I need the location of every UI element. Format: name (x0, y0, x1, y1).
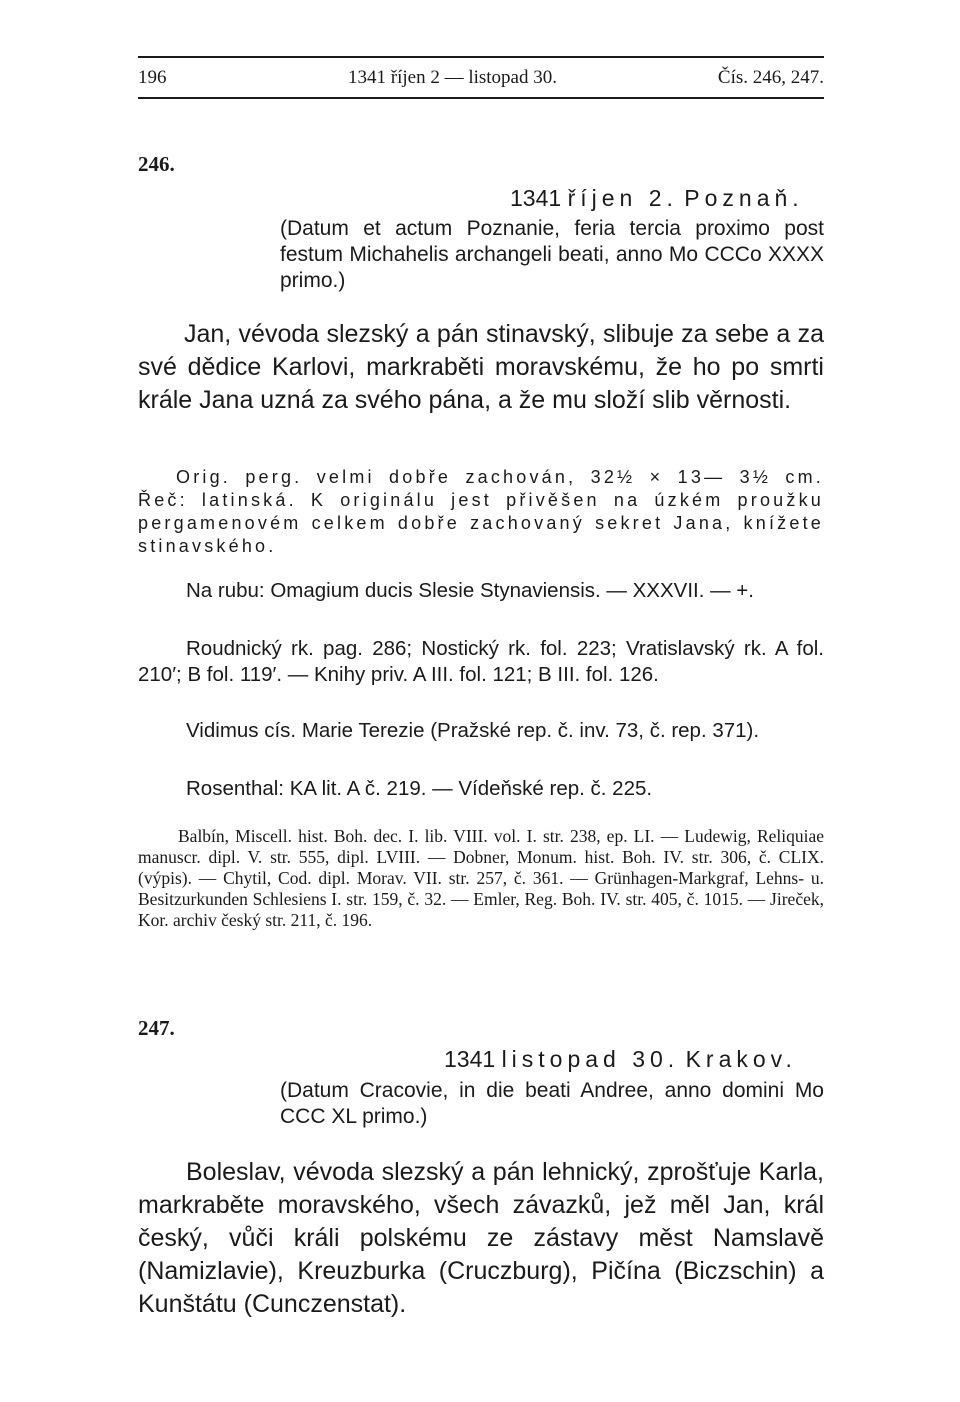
dateline-year: 1341 (510, 185, 562, 211)
dateline-month-day: říjen 2. (567, 185, 678, 211)
dateline-month-day: listopad 30. (501, 1046, 680, 1072)
header-date-range: 1341 říjen 2 — listopad 30. (348, 67, 557, 88)
dateline-247 (444, 1044, 797, 1074)
note-vidimus: Vidimus cís. Marie Terezie (Pražské rep. č. inv. 73, č. rep. 371). (186, 719, 760, 742)
running-header (138, 64, 824, 92)
original-description-246: Orig. perg. velmi dobře zachován, 32½ × 13— 3½ cm. Řeč: latinská. K originálu jest přivěšen na úzkém proužku pergamenovém celkem dobře zachovaný sekret Jana, knížete stinavského. (138, 467, 824, 556)
dateline-place: Krakov. (685, 1046, 797, 1072)
document-page (138, 0, 824, 1402)
latin-dating-246: (Datum et actum Poznanie, feria tercia proximo post festum Michahelis archangeli beati, anno Mo CCCo XXXX primo.) (280, 217, 824, 292)
note-copies: Roudnický rk. pag. 286; Nostický rk. fol. 223; Vratislavský rk. A fol. 210′; B fol. 119′. — Knihy priv. A III. fol. 121; B III. fol. 126. (138, 637, 824, 686)
header-document-numbers: Čís. 246, 247. (717, 67, 824, 88)
document-number-246: 246. (138, 152, 175, 176)
literature-246: Balbín, Miscell. hist. Boh. dec. I. lib. VIII. vol. I. str. 238, ep. LI. — Ludewig, Reliquiae manuscr. dipl. V. str. 555, dipl. LVIII. — Dobner, Monum. hist. Boh. IV. str. 306, č. CLIX. (výpis). — Chytil, Cod. dipl. Morav. VII. str. 257, č. 361. — Grünhagen-Markgraf, Lehns- u. Besitzurkunden Schlesiens I. str. 159, č. 32. — Emler, Reg. Boh. IV. str. 405, č. 1015. — Jireček, Kor. archiv český str. 211, č. 196. (138, 826, 824, 930)
header-rule-top (138, 56, 824, 58)
header-rule-bottom (138, 97, 824, 99)
latin-dating-247: (Datum Cracovie, in die beati Andree, anno domini Mo CCC XL primo.) (280, 1079, 824, 1128)
dateline-place: Poznaň. (684, 185, 804, 211)
dateline-246 (510, 183, 804, 213)
dateline-year: 1341 (444, 1046, 496, 1072)
regest-246: Jan, vévoda slezský a pán stinavský, slibuje za sebe a za své dědice Karlovi, markraběti moravskému, že ho po smrti krále Jana uzná za svého pána, a že mu složí slib věrnosti. (138, 320, 824, 414)
page-number: 196 (138, 67, 167, 88)
note-dorsal: Na rubu: Omagium ducis Slesie Stynaviensis. — XXXVII. — +. (186, 579, 754, 602)
note-repertories: Rosenthal: KA lit. A č. 219. — Vídeňské rep. č. 225. (186, 777, 653, 800)
document-number-247: 247. (138, 1016, 175, 1040)
regest-247: Boleslav, vévoda slezský a pán lehnický, zprošťuje Karla, markraběte moravského, všech závazků, jež měl Jan, král český, vůči králi polskému ze zástavy měst Namslavě (Namizlavie), Kreuzburka (Cruczburg), Pičína (Biczschin) a Kunštátu (Cunczenstat). (138, 1158, 824, 1318)
